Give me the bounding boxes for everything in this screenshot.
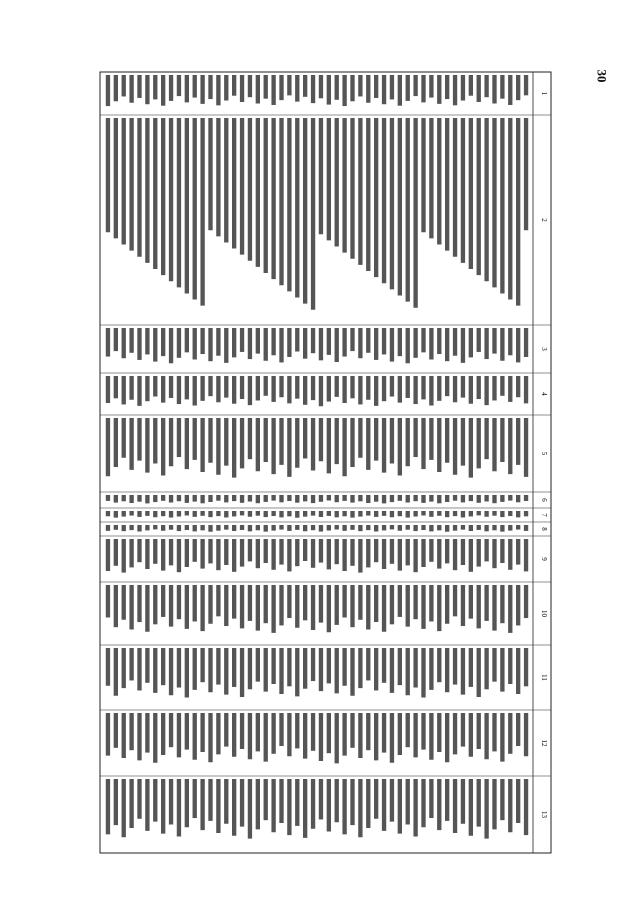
column-header: 9 xyxy=(540,557,548,561)
column-header: 10 xyxy=(540,610,548,617)
column-header: 11 xyxy=(540,674,548,681)
column-header: 6 xyxy=(540,498,548,502)
column-header: 12 xyxy=(540,739,548,747)
table-border xyxy=(100,72,551,853)
column-header: 1 xyxy=(540,91,548,96)
column-header: 8 xyxy=(540,527,548,531)
column-header: 4 xyxy=(540,392,548,396)
column-header: 2 xyxy=(540,218,548,222)
page-number: 30 xyxy=(594,69,610,83)
data-table xyxy=(98,70,553,855)
column-header: 5 xyxy=(540,451,548,456)
column-header: 3 xyxy=(540,347,548,351)
column-header: 7 xyxy=(540,513,548,517)
column-header: 13 xyxy=(540,811,548,818)
